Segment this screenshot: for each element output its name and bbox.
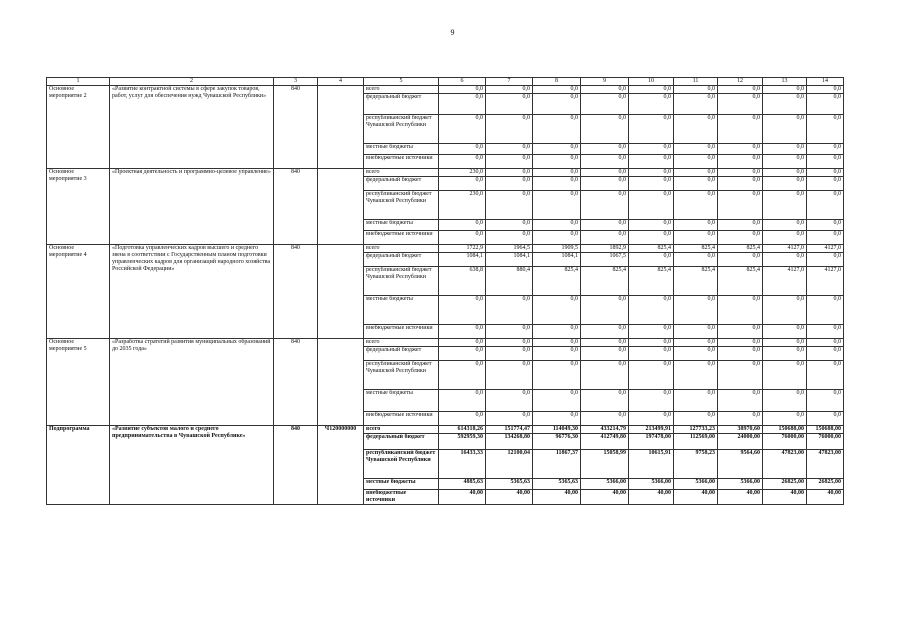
amount-cell: 0,0 [629, 412, 674, 426]
amount-cell: 0,0 [439, 361, 486, 390]
amount-cell: 0,0 [486, 231, 533, 245]
column-number: 11 [674, 78, 718, 86]
amount-cell: 0,0 [807, 412, 844, 426]
amount-cell: 197478,00 [629, 434, 674, 450]
amount-cell: 0,0 [486, 296, 533, 325]
amount-cell: 40,00 [629, 490, 674, 505]
amount-cell: 0,0 [718, 220, 763, 231]
table-row [47, 245, 844, 253]
amount-cell: 638,8 [439, 267, 486, 296]
amount-cell: 230,0 [439, 191, 486, 220]
amount-cell: 40,00 [581, 490, 629, 505]
amount-cell: 4127,0 [807, 267, 844, 296]
amount-cell: 0,0 [439, 339, 486, 347]
amount-cell: 0,0 [763, 361, 807, 390]
funding-source: всего [364, 426, 439, 434]
amount-cell: 0,0 [581, 390, 629, 412]
table-row [47, 339, 844, 347]
program-name: Основное мероприятие 5 [47, 339, 110, 426]
responsible-code: 840 [274, 426, 318, 505]
column-number: 13 [763, 78, 807, 86]
amount-cell: 112569,00 [674, 434, 718, 450]
amount-cell: 47823,00 [763, 450, 807, 479]
amount-cell: 0,0 [533, 177, 581, 191]
amount-cell: 0,0 [533, 169, 581, 177]
amount-cell: 0,0 [533, 412, 581, 426]
amount-cell: 0,0 [763, 191, 807, 220]
amount-cell: 0,0 [533, 115, 581, 144]
amount-cell: 0,0 [718, 390, 763, 412]
funding-source: внебюджетные источники [364, 412, 439, 426]
responsible-code: 840 [274, 339, 318, 426]
amount-cell: 5366,00 [718, 479, 763, 490]
amount-cell: 40,00 [533, 490, 581, 505]
amount-cell: 0,0 [486, 347, 533, 361]
column-number: 1 [47, 78, 110, 86]
amount-cell: 412749,80 [581, 434, 629, 450]
amount-cell: 26825,00 [807, 479, 844, 490]
amount-cell: 0,0 [533, 144, 581, 155]
amount-cell: 1892,9 [581, 245, 629, 253]
amount-cell: 0,0 [486, 390, 533, 412]
amount-cell: 0,0 [439, 347, 486, 361]
budget-table [46, 77, 844, 505]
amount-cell: 0,0 [807, 339, 844, 347]
amount-cell: 0,0 [439, 390, 486, 412]
amount-cell: 16433,33 [439, 450, 486, 479]
amount-cell: 0,0 [763, 325, 807, 339]
amount-cell: 0,0 [807, 325, 844, 339]
amount-cell: 0,0 [533, 220, 581, 231]
amount-cell: 0,0 [486, 86, 533, 94]
amount-cell: 825,4 [581, 267, 629, 296]
amount-cell: 0,0 [533, 296, 581, 325]
amount-cell: 0,0 [439, 155, 486, 169]
amount-cell: 0,0 [486, 177, 533, 191]
funding-source: местные бюджеты [364, 479, 439, 490]
amount-cell: 0,0 [581, 177, 629, 191]
amount-cell: 880,4 [486, 267, 533, 296]
amount-cell: 0,0 [718, 325, 763, 339]
column-number: 6 [439, 78, 486, 86]
amount-cell: 0,0 [763, 339, 807, 347]
amount-cell: 0,0 [439, 177, 486, 191]
amount-cell: 24000,00 [718, 434, 763, 450]
table-row [47, 426, 844, 434]
amount-cell: 11867,37 [533, 450, 581, 479]
amount-cell: 76000,00 [807, 434, 844, 450]
amount-cell: 0,0 [581, 361, 629, 390]
amount-cell: 0,0 [533, 339, 581, 347]
amount-cell: 0,0 [674, 177, 718, 191]
amount-cell: 0,0 [763, 94, 807, 115]
column-number: 12 [718, 78, 763, 86]
funding-source: федеральный бюджет [364, 347, 439, 361]
funding-source: местные бюджеты [364, 296, 439, 325]
amount-cell: 0,0 [629, 94, 674, 115]
amount-cell: 0,0 [533, 361, 581, 390]
amount-cell: 0,0 [486, 220, 533, 231]
column-number: 4 [318, 78, 364, 86]
amount-cell: 0,0 [486, 155, 533, 169]
amount-cell: 0,0 [674, 253, 718, 267]
amount-cell: 0,0 [674, 155, 718, 169]
funding-source: внебюджетные источники [364, 155, 439, 169]
amount-cell: 0,0 [718, 412, 763, 426]
amount-cell: 0,0 [581, 347, 629, 361]
amount-cell: 10615,91 [629, 450, 674, 479]
amount-cell: 0,0 [807, 231, 844, 245]
amount-cell: 0,0 [674, 390, 718, 412]
funding-source: внебюджетные источники [364, 325, 439, 339]
funding-source: местные бюджеты [364, 390, 439, 412]
amount-cell: 0,0 [533, 325, 581, 339]
column-number: 2 [110, 78, 274, 86]
amount-cell: 825,4 [629, 245, 674, 253]
amount-cell: 0,0 [718, 115, 763, 144]
amount-cell: 40,00 [439, 490, 486, 505]
amount-cell: 0,0 [718, 347, 763, 361]
amount-cell: 0,0 [581, 155, 629, 169]
funding-source: федеральный бюджет [364, 94, 439, 115]
amount-cell: 40,00 [718, 490, 763, 505]
amount-cell: 0,0 [581, 115, 629, 144]
amount-cell: 0,0 [581, 86, 629, 94]
funding-source: федеральный бюджет [364, 253, 439, 267]
amount-cell: 0,0 [674, 86, 718, 94]
amount-cell: 0,0 [718, 94, 763, 115]
amount-cell: 1964,5 [486, 245, 533, 253]
amount-cell: 0,0 [629, 253, 674, 267]
amount-cell: 0,0 [629, 169, 674, 177]
amount-cell: 0,0 [674, 191, 718, 220]
amount-cell: 38970,60 [718, 426, 763, 434]
amount-cell: 0,0 [629, 339, 674, 347]
amount-cell: 5365,63 [486, 479, 533, 490]
amount-cell: 0,0 [581, 231, 629, 245]
amount-cell: 0,0 [674, 325, 718, 339]
column-number: 5 [364, 78, 439, 86]
responsible-code: 840 [274, 86, 318, 169]
amount-cell: 134268,80 [486, 434, 533, 450]
amount-cell: 0,0 [629, 115, 674, 144]
amount-cell: 0,0 [674, 169, 718, 177]
amount-cell: 0,0 [486, 412, 533, 426]
amount-cell: 0,0 [629, 191, 674, 220]
amount-cell: 825,4 [533, 267, 581, 296]
funding-source: республиканский бюджет Чувашской Республики [364, 450, 439, 479]
amount-cell: 825,4 [718, 245, 763, 253]
amount-cell: 0,0 [763, 296, 807, 325]
amount-cell: 0,0 [533, 94, 581, 115]
amount-cell: 0,0 [718, 361, 763, 390]
amount-cell: 0,0 [674, 339, 718, 347]
amount-cell: 5366,00 [674, 479, 718, 490]
amount-cell: 0,0 [439, 115, 486, 144]
amount-cell: 0,0 [807, 177, 844, 191]
amount-cell: 150688,00 [807, 426, 844, 434]
program-name: Основное мероприятие 4 [47, 245, 110, 339]
program-name: Основное мероприятие 3 [47, 169, 110, 245]
funding-source: республиканский бюджет Чувашской Республики [364, 361, 439, 390]
amount-cell: 0,0 [763, 86, 807, 94]
amount-cell: 0,0 [629, 231, 674, 245]
amount-cell: 5366,00 [629, 479, 674, 490]
budget-code: Ч120000000 [318, 426, 364, 505]
budget-code [318, 169, 364, 245]
program-title: «Разработка стратегий развития муниципальных образований до 2035 года» [110, 339, 274, 426]
amount-cell: 1067,5 [581, 253, 629, 267]
amount-cell: 12100,04 [486, 450, 533, 479]
responsible-code: 840 [274, 245, 318, 339]
amount-cell: 0,0 [439, 144, 486, 155]
amount-cell: 0,0 [486, 144, 533, 155]
amount-cell: 0,0 [807, 169, 844, 177]
funding-source: всего [364, 86, 439, 94]
program-name: Подпрограмма [47, 426, 110, 505]
amount-cell: 1909,5 [533, 245, 581, 253]
amount-cell: 0,0 [807, 253, 844, 267]
amount-cell: 1722,9 [439, 245, 486, 253]
amount-cell: 0,0 [763, 155, 807, 169]
amount-cell: 0,0 [763, 231, 807, 245]
funding-source: всего [364, 245, 439, 253]
amount-cell: 0,0 [486, 361, 533, 390]
amount-cell: 0,0 [439, 220, 486, 231]
amount-cell: 40,00 [807, 490, 844, 505]
amount-cell: 0,0 [718, 253, 763, 267]
amount-cell: 0,0 [718, 177, 763, 191]
amount-cell: 0,0 [581, 220, 629, 231]
page-number: 9 [450, 28, 455, 37]
amount-cell: 0,0 [807, 220, 844, 231]
funding-source: внебюджетные источники [364, 490, 439, 505]
amount-cell: 0,0 [807, 115, 844, 144]
funding-source: республиканский бюджет Чувашской Республики [364, 267, 439, 296]
amount-cell: 26825,00 [763, 479, 807, 490]
amount-cell: 0,0 [807, 86, 844, 94]
amount-cell: 0,0 [439, 296, 486, 325]
amount-cell: 0,0 [581, 191, 629, 220]
amount-cell: 76000,00 [763, 434, 807, 450]
amount-cell: 1084,1 [486, 253, 533, 267]
amount-cell: 0,0 [763, 169, 807, 177]
amount-cell: 0,0 [718, 339, 763, 347]
amount-cell: 0,0 [674, 115, 718, 144]
program-title: «Развитие контрактной системы в сфере закупок товаров, работ, услуг для обеспечения нужд Чувашской Республики» [110, 86, 274, 169]
amount-cell: 0,0 [763, 144, 807, 155]
amount-cell: 0,0 [486, 169, 533, 177]
amount-cell: 4885,63 [439, 479, 486, 490]
column-number: 9 [581, 78, 629, 86]
amount-cell: 0,0 [807, 390, 844, 412]
budget-code [318, 245, 364, 339]
amount-cell: 0,0 [718, 144, 763, 155]
amount-cell: 1084,1 [533, 253, 581, 267]
amount-cell: 0,0 [533, 155, 581, 169]
amount-cell: 0,0 [439, 231, 486, 245]
table-row [47, 86, 844, 94]
amount-cell: 0,0 [763, 390, 807, 412]
funding-source: местные бюджеты [364, 220, 439, 231]
amount-cell: 0,0 [807, 94, 844, 115]
column-number: 8 [533, 78, 581, 86]
amount-cell: 0,0 [718, 296, 763, 325]
amount-cell: 40,00 [763, 490, 807, 505]
funding-source: федеральный бюджет [364, 434, 439, 450]
amount-cell: 0,0 [674, 231, 718, 245]
amount-cell: 0,0 [533, 347, 581, 361]
amount-cell: 0,0 [763, 253, 807, 267]
amount-cell: 825,4 [718, 267, 763, 296]
amount-cell: 0,0 [533, 191, 581, 220]
amount-cell: 5365,63 [533, 479, 581, 490]
program-name: Основное мероприятие 2 [47, 86, 110, 169]
amount-cell: 150688,00 [763, 426, 807, 434]
amount-cell: 0,0 [718, 86, 763, 94]
program-title: «Развитие субъектов малого и среднего предпринимательства в Чувашской Республике» [110, 426, 274, 505]
amount-cell: 0,0 [533, 390, 581, 412]
budget-code [318, 339, 364, 426]
amount-cell: 127733,23 [674, 426, 718, 434]
amount-cell: 825,4 [674, 267, 718, 296]
amount-cell: 96776,30 [533, 434, 581, 450]
amount-cell: 0,0 [581, 94, 629, 115]
amount-cell: 0,0 [674, 220, 718, 231]
funding-source: всего [364, 339, 439, 347]
amount-cell: 0,0 [807, 361, 844, 390]
amount-cell: 0,0 [674, 94, 718, 115]
amount-cell: 0,0 [439, 325, 486, 339]
amount-cell: 0,0 [763, 347, 807, 361]
funding-source: федеральный бюджет [364, 177, 439, 191]
amount-cell: 0,0 [629, 390, 674, 412]
funding-source: внебюджетные источники [364, 231, 439, 245]
amount-cell: 0,0 [763, 177, 807, 191]
table-row [47, 169, 844, 177]
amount-cell: 0,0 [581, 144, 629, 155]
amount-cell: 0,0 [439, 86, 486, 94]
amount-cell: 0,0 [629, 177, 674, 191]
amount-cell: 0,0 [629, 347, 674, 361]
amount-cell: 0,0 [486, 115, 533, 144]
amount-cell: 825,4 [629, 267, 674, 296]
amount-cell: 0,0 [629, 86, 674, 94]
amount-cell: 0,0 [763, 115, 807, 144]
amount-cell: 15058,99 [581, 450, 629, 479]
amount-cell: 0,0 [486, 191, 533, 220]
amount-cell: 213499,91 [629, 426, 674, 434]
amount-cell: 0,0 [674, 347, 718, 361]
amount-cell: 0,0 [674, 144, 718, 155]
program-title: «Проектная деятельность и программно-целевое управление» [110, 169, 274, 245]
amount-cell: 40,00 [674, 490, 718, 505]
amount-cell: 0,0 [486, 325, 533, 339]
amount-cell: 825,4 [674, 245, 718, 253]
program-title: «Подготовка управленческих кадров высшего и среднего звена в соответствии с Государственным планом подготовки управленческих кадров для организаций народного хозяйства Российской Федерации» [110, 245, 274, 339]
funding-source: республиканский бюджет Чувашской Республики [364, 115, 439, 144]
column-number-row [47, 78, 844, 86]
amount-cell: 0,0 [807, 155, 844, 169]
amount-cell: 0,0 [718, 191, 763, 220]
amount-cell: 0,0 [486, 339, 533, 347]
amount-cell: 0,0 [763, 220, 807, 231]
funding-source: местные бюджеты [364, 144, 439, 155]
amount-cell: 0,0 [629, 361, 674, 390]
amount-cell: 230,0 [439, 169, 486, 177]
amount-cell: 0,0 [486, 94, 533, 115]
amount-cell: 0,0 [807, 144, 844, 155]
amount-cell: 0,0 [629, 220, 674, 231]
amount-cell: 0,0 [807, 191, 844, 220]
funding-source: всего [364, 169, 439, 177]
funding-source: республиканский бюджет Чувашской Республики [364, 191, 439, 220]
amount-cell: 0,0 [629, 155, 674, 169]
column-number: 10 [629, 78, 674, 86]
amount-cell: 0,0 [581, 325, 629, 339]
amount-cell: 0,0 [533, 86, 581, 94]
amount-cell: 5366,00 [581, 479, 629, 490]
responsible-code: 840 [274, 169, 318, 245]
amount-cell: 1084,1 [439, 253, 486, 267]
amount-cell: 47823,00 [807, 450, 844, 479]
amount-cell: 0,0 [439, 412, 486, 426]
amount-cell: 4127,0 [807, 245, 844, 253]
amount-cell: 592959,30 [439, 434, 486, 450]
amount-cell: 0,0 [807, 296, 844, 325]
amount-cell: 0,0 [807, 347, 844, 361]
amount-cell: 0,0 [763, 412, 807, 426]
amount-cell: 0,0 [439, 94, 486, 115]
column-number: 3 [274, 78, 318, 86]
amount-cell: 0,0 [718, 169, 763, 177]
amount-cell: 114049,30 [533, 426, 581, 434]
column-number: 7 [486, 78, 533, 86]
column-number: 14 [807, 78, 844, 86]
amount-cell: 4127,0 [763, 267, 807, 296]
amount-cell: 4127,0 [763, 245, 807, 253]
amount-cell: 0,0 [629, 144, 674, 155]
amount-cell: 9758,23 [674, 450, 718, 479]
amount-cell: 0,0 [581, 169, 629, 177]
amount-cell: 433214,79 [581, 426, 629, 434]
amount-cell: 0,0 [581, 412, 629, 426]
amount-cell: 151774,47 [486, 426, 533, 434]
amount-cell: 614318,26 [439, 426, 486, 434]
amount-cell: 9564,60 [718, 450, 763, 479]
budget-code [318, 86, 364, 169]
amount-cell: 40,00 [486, 490, 533, 505]
amount-cell: 0,0 [629, 325, 674, 339]
amount-cell: 0,0 [581, 339, 629, 347]
amount-cell: 0,0 [718, 155, 763, 169]
amount-cell: 0,0 [674, 361, 718, 390]
amount-cell: 0,0 [581, 296, 629, 325]
amount-cell: 0,0 [674, 412, 718, 426]
amount-cell: 0,0 [674, 296, 718, 325]
amount-cell: 0,0 [629, 296, 674, 325]
amount-cell: 0,0 [718, 231, 763, 245]
amount-cell: 0,0 [533, 231, 581, 245]
